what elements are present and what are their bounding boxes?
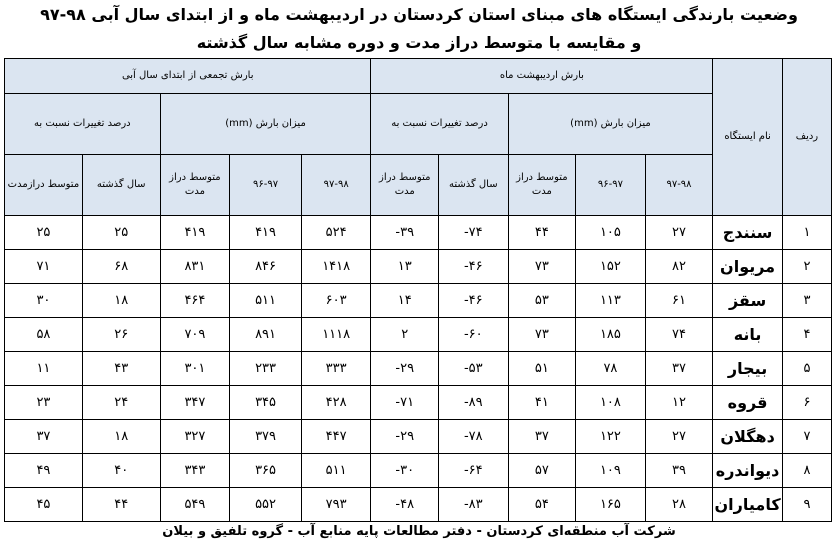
- month-9798: ۸۲: [645, 250, 713, 284]
- month-pct-lastyear: ۶۰-: [439, 318, 509, 352]
- total-longterm: ۳۲۷: [160, 420, 230, 454]
- row-number: ۴: [782, 318, 831, 352]
- header-9798: ۹۷-۹۸: [645, 155, 713, 216]
- total-pct-longterm: ۴۵: [5, 488, 83, 522]
- month-9697: ۱۸۵: [576, 318, 646, 352]
- row-number: ۵: [782, 352, 831, 386]
- month-pct-longterm: ۲۹-: [371, 420, 439, 454]
- total-9798: ۳۳۳: [301, 352, 371, 386]
- month-9697: ۱۵۲: [576, 250, 646, 284]
- total-9697: ۳۷۹: [230, 420, 302, 454]
- total-9697: ۴۱۹: [230, 216, 302, 250]
- row-number: ۲: [782, 250, 831, 284]
- month-9697: ۱۲۲: [576, 420, 646, 454]
- table-row: [5, 488, 832, 522]
- header-longterm: متوسط دراز مدت: [371, 155, 439, 216]
- total-pct-lastyear: ۶۸: [82, 250, 160, 284]
- total-longterm: ۴۶۴: [160, 284, 230, 318]
- total-longterm: ۳۰۱: [160, 352, 230, 386]
- row-number: ۶: [782, 386, 831, 420]
- total-9697: ۵۵۲: [230, 488, 302, 522]
- station-name: بانه: [713, 318, 783, 352]
- month-9798: ۲۷: [645, 216, 713, 250]
- footer-source: شرکت آب منطقه‌ای کردستان - دفتر مطالعات پایه منابع آب - گروه تلفیق و بیلان: [162, 524, 676, 539]
- header-station: نام ایستگاه: [713, 59, 783, 216]
- month-longterm: ۴۴: [508, 216, 576, 250]
- month-pct-lastyear: ۴۶-: [439, 284, 509, 318]
- month-9697: ۷۸: [576, 352, 646, 386]
- total-9697: ۲۳۳: [230, 352, 302, 386]
- month-pct-longterm: ۷۱-: [371, 386, 439, 420]
- month-longterm: ۷۳: [508, 250, 576, 284]
- station-name: دهگلان: [713, 420, 783, 454]
- header-9798: ۹۷-۹۸: [301, 155, 371, 216]
- month-longterm: ۵۴: [508, 488, 576, 522]
- month-pct-longterm: ۴۸-: [371, 488, 439, 522]
- rainfall-table: [4, 58, 832, 522]
- total-9697: ۳۶۵: [230, 454, 302, 488]
- station-name: سقز: [713, 284, 783, 318]
- total-9798: ۶۰۳: [301, 284, 371, 318]
- table-row: [5, 216, 832, 250]
- month-pct-lastyear: ۵۳-: [439, 352, 509, 386]
- total-9798: ۱۱۱۸: [301, 318, 371, 352]
- table-row: [5, 454, 832, 488]
- total-longterm: ۵۴۹: [160, 488, 230, 522]
- row-number: ۳: [782, 284, 831, 318]
- month-9798: ۲۸: [645, 488, 713, 522]
- station-name: بیجار: [713, 352, 783, 386]
- table-row: [5, 386, 832, 420]
- header-pct-total: درصد تغییرات نسبت به: [5, 94, 161, 155]
- title-line-1: وضعیت بارندگی ایستگاه های مبنای استان کردستان در اردیبهشت ماه و از ابتدای سال آبی ۹۸-۹۷: [40, 5, 798, 24]
- month-9798: ۷۴: [645, 318, 713, 352]
- header-row-number: ردیف: [782, 59, 831, 216]
- total-9697: ۵۱۱: [230, 284, 302, 318]
- table-row: [5, 420, 832, 454]
- header-9697: ۹۶-۹۷: [576, 155, 646, 216]
- header-longterm: متوسط دراز مدت: [508, 155, 576, 216]
- month-pct-longterm: ۲۹-: [371, 352, 439, 386]
- total-9798: ۷۹۳: [301, 488, 371, 522]
- month-pct-longterm: ۳۰-: [371, 454, 439, 488]
- total-longterm: ۳۴۷: [160, 386, 230, 420]
- month-longterm: ۵۳: [508, 284, 576, 318]
- month-pct-lastyear: ۶۴-: [439, 454, 509, 488]
- total-pct-lastyear: ۱۸: [82, 284, 160, 318]
- total-pct-lastyear: ۴۳: [82, 352, 160, 386]
- month-pct-longterm: ۱۴: [371, 284, 439, 318]
- month-9697: ۱۶۵: [576, 488, 646, 522]
- total-9697: ۸۹۱: [230, 318, 302, 352]
- header-longterm-short: متوسط درازمدت: [5, 155, 83, 216]
- month-pct-lastyear: ۷۴-: [439, 216, 509, 250]
- header-amount-total: میزان بارش (mm): [160, 94, 371, 155]
- table-row: [5, 352, 832, 386]
- total-pct-lastyear: ۲۴: [82, 386, 160, 420]
- header-lastyear: سال گذشته: [439, 155, 509, 216]
- month-longterm: ۴۱: [508, 386, 576, 420]
- month-pct-longterm: ۳۹-: [371, 216, 439, 250]
- total-9798: ۵۲۴: [301, 216, 371, 250]
- header-group-month: بارش اردیبهشت ماه: [371, 59, 713, 94]
- total-longterm: ۷۰۹: [160, 318, 230, 352]
- month-longterm: ۵۷: [508, 454, 576, 488]
- row-number: ۱: [782, 216, 831, 250]
- header-amount-month: میزان بارش (mm): [508, 94, 713, 155]
- total-9798: ۱۴۱۸: [301, 250, 371, 284]
- row-number: ۷: [782, 420, 831, 454]
- month-pct-lastyear: ۴۶-: [439, 250, 509, 284]
- table-row: [5, 284, 832, 318]
- total-longterm: ۳۴۳: [160, 454, 230, 488]
- station-name: کامیاران: [713, 488, 783, 522]
- station-name: دیواندره: [713, 454, 783, 488]
- total-pct-longterm: ۵۸: [5, 318, 83, 352]
- month-pct-longterm: ۲: [371, 318, 439, 352]
- table-row: [5, 250, 832, 284]
- month-9798: ۱۲: [645, 386, 713, 420]
- total-pct-longterm: ۳۷: [5, 420, 83, 454]
- header-lastyear: سال گذشته: [82, 155, 160, 216]
- month-longterm: ۷۳: [508, 318, 576, 352]
- total-pct-longterm: ۳۰: [5, 284, 83, 318]
- row-number: ۸: [782, 454, 831, 488]
- total-pct-lastyear: ۲۶: [82, 318, 160, 352]
- station-name: سنندج: [713, 216, 783, 250]
- header-longterm: متوسط دراز مدت: [160, 155, 230, 216]
- total-pct-longterm: ۱۱: [5, 352, 83, 386]
- total-9798: ۵۱۱: [301, 454, 371, 488]
- month-9798: ۳۹: [645, 454, 713, 488]
- total-pct-lastyear: ۲۵: [82, 216, 160, 250]
- month-pct-lastyear: ۷۸-: [439, 420, 509, 454]
- month-9697: ۱۰۸: [576, 386, 646, 420]
- total-pct-longterm: ۴۹: [5, 454, 83, 488]
- header-9697: ۹۶-۹۷: [230, 155, 302, 216]
- row-number: ۹: [782, 488, 831, 522]
- month-9798: ۶۱: [645, 284, 713, 318]
- month-pct-lastyear: ۸۹-: [439, 386, 509, 420]
- total-pct-longterm: ۲۳: [5, 386, 83, 420]
- month-9798: ۳۷: [645, 352, 713, 386]
- total-pct-lastyear: ۱۸: [82, 420, 160, 454]
- total-longterm: ۴۱۹: [160, 216, 230, 250]
- station-name: مریوان: [713, 250, 783, 284]
- month-longterm: ۳۷: [508, 420, 576, 454]
- total-9798: ۴۴۷: [301, 420, 371, 454]
- total-pct-longterm: ۷۱: [5, 250, 83, 284]
- total-9697: ۸۴۶: [230, 250, 302, 284]
- total-9798: ۴۲۸: [301, 386, 371, 420]
- title-line-2: و مقایسه با متوسط دراز مدت و دوره مشابه سال گذشته: [196, 33, 642, 52]
- total-pct-lastyear: ۴۰: [82, 454, 160, 488]
- month-pct-longterm: ۱۳: [371, 250, 439, 284]
- total-longterm: ۸۳۱: [160, 250, 230, 284]
- total-pct-lastyear: ۴۴: [82, 488, 160, 522]
- month-9697: ۱۰۵: [576, 216, 646, 250]
- station-name: قروه: [713, 386, 783, 420]
- table-row: [5, 318, 832, 352]
- total-pct-longterm: ۲۵: [5, 216, 83, 250]
- header-pct-month: درصد تغییرات نسبت به: [371, 94, 508, 155]
- month-9697: ۱۰۹: [576, 454, 646, 488]
- month-pct-lastyear: ۸۳-: [439, 488, 509, 522]
- total-9697: ۳۴۵: [230, 386, 302, 420]
- month-9697: ۱۱۳: [576, 284, 646, 318]
- header-group-total: بارش تجمعی از ابتدای سال آبی: [5, 59, 371, 94]
- month-longterm: ۵۱: [508, 352, 576, 386]
- month-9798: ۲۷: [645, 420, 713, 454]
